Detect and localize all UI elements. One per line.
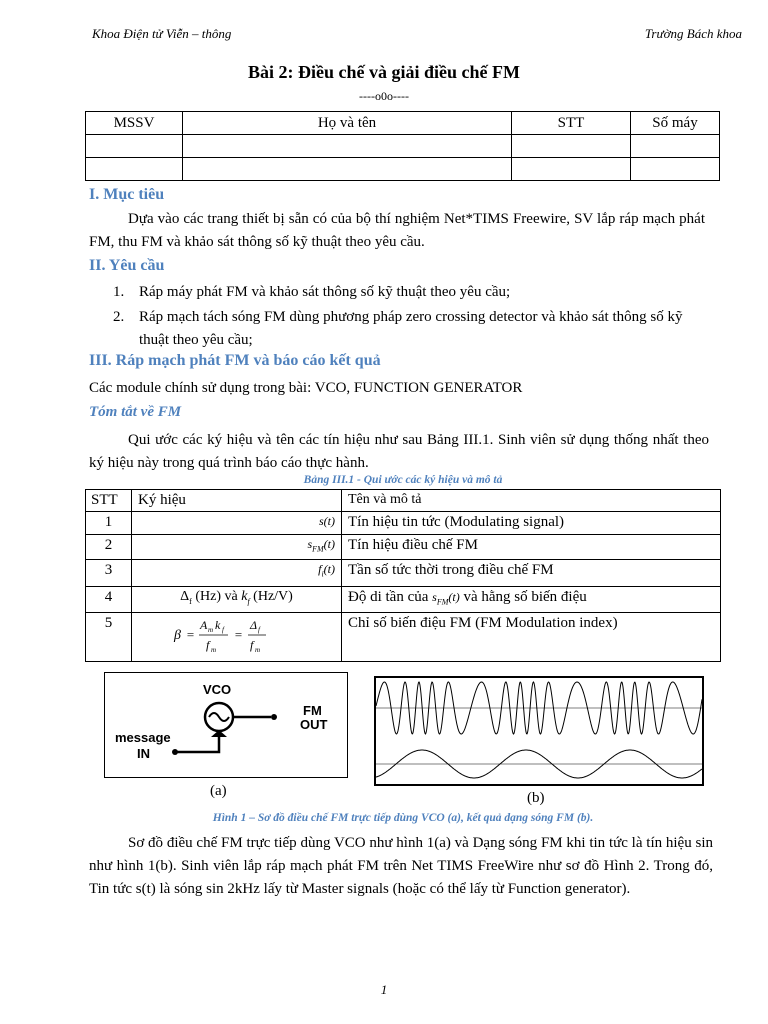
figure-caption: Hình 1 – Sơ đồ điều chế FM trực tiếp dùng VCO (a), kết quả dạng sóng FM (b). — [212, 812, 594, 824]
vco-label: VCO — [203, 682, 232, 697]
student-info-table — [85, 111, 720, 181]
row-stt: 5 — [86, 613, 132, 662]
name-cell[interactable] — [183, 158, 512, 181]
mssv-cell[interactable] — [86, 158, 183, 181]
symbol-table — [85, 489, 721, 662]
col-ky-hieu: Ký hiệu — [132, 490, 342, 512]
table-row — [86, 135, 720, 158]
req-1-text: Ráp máy phát FM và khảo sát thông số kỹ thuật theo yêu cầu; — [139, 284, 511, 300]
table-caption: Bảng III.1 - Qui ước các ký hiệu và mô tả — [303, 474, 503, 486]
row-desc: Độ di tần của $s_{FM}(t)$ và hằng số biến điệu — [342, 587, 721, 613]
section-3-heading: III. Ráp mạch phát FM và báo cáo kết quả — [89, 352, 381, 369]
message-label-2: IN — [137, 746, 150, 761]
beta-formula-svg — [172, 615, 302, 655]
symbol-delta-kf: $\Delta_f$ (Hz) và $k_f$ (Hz/V) — [132, 587, 342, 613]
table-row — [86, 158, 720, 181]
symbol-sfm-t: $s_{FM}(t)$ — [132, 535, 342, 560]
svg-text:m: m — [207, 626, 213, 634]
figure-b-label: (b) — [527, 790, 545, 806]
closing-paragraph: Sơ đồ điều chế FM trực tiếp dùng VCO như hình 1(a) và Dạng sóng FM khi tin tức là tín hiệu sin như hình 1(b). Sinh viên lắp ráp mạch phát FM trên Net TIMS FreeWire như sơ đồ Hình 2. Trong đó, Tin tức s(t) là sóng sin 2kHz lấy từ Master signals (hoặc có thể lấy từ Function generator). — [89, 835, 713, 897]
section-2-heading: II. Yêu cầu — [89, 257, 165, 274]
section-1-body: Dựa vào các trang thiết bị sẵn có của bộ thí nghiệm Net*TIMS Freewire, SV lắp ráp mạch phát FM, thu FM và khảo sát thông số kỹ thuật theo yêu cầu. — [89, 211, 705, 250]
col-ten-mo-ta: Tên và mô tả — [342, 490, 721, 512]
req-2-text: Ráp mạch tách sóng FM dùng phương pháp zero crossing detector và khảo sát thông số kỹ thuật theo yêu cầu; — [139, 309, 683, 348]
svg-text:=: = — [185, 627, 195, 642]
row-stt: 2 — [86, 535, 132, 560]
svg-text:=: = — [233, 627, 243, 642]
row-desc: Tín hiệu tin tức (Modulating signal) — [342, 512, 721, 535]
stt-cell[interactable] — [512, 135, 631, 158]
fm-out-label-1: FM — [303, 703, 322, 718]
fm-summary-heading: Tóm tắt về FM — [89, 404, 182, 420]
col-ho-ten: Họ và tên — [183, 112, 512, 135]
col-stt: STT — [512, 112, 631, 135]
name-cell[interactable] — [183, 135, 512, 158]
mssv-cell[interactable] — [86, 135, 183, 158]
page-number: 1 — [380, 982, 388, 997]
symbols-intro: Qui ước các ký hiệu và tên các tín hiệu như sau Bảng III.1. Sinh viên sử dụng thống nhất theo ký hiệu này trong quá trình báo cáo thực hành. — [89, 432, 709, 471]
waveform-svg — [376, 678, 702, 784]
page-title: Bài 2: Điều chế và giải điều chế FM — [248, 62, 520, 82]
svg-text:f: f — [257, 626, 260, 634]
header-left: Khoa Điện tử Viễn – thông — [92, 26, 232, 41]
req-1-num: 1. — [113, 284, 125, 300]
row-stt: 4 — [86, 587, 132, 613]
req-2-num: 2. — [113, 309, 125, 325]
row-stt: 1 — [86, 512, 132, 535]
figure-a-label: (a) — [210, 783, 227, 799]
symbol-s-t: s(t) — [132, 512, 342, 535]
table-row — [86, 560, 721, 587]
svg-text:f: f — [221, 626, 224, 634]
col-mssv: MSSV — [86, 112, 183, 135]
figure-b-fm-waveform — [374, 676, 704, 786]
symbol-fi-t: $f_i(t)$ — [132, 560, 342, 587]
row-desc: Chỉ số biến điệu FM (FM Modulation index) — [342, 613, 721, 662]
svg-text:β: β — [173, 628, 181, 643]
header-right: Trường Bách khoa — [644, 26, 742, 41]
message-label-1: message — [115, 730, 171, 745]
svg-text:f: f — [205, 638, 209, 652]
vco-diagram-svg — [105, 673, 347, 777]
symbol-beta-formula — [132, 613, 342, 662]
machine-cell[interactable] — [631, 135, 720, 158]
fm-out-label-2: OUT — [300, 717, 328, 732]
svg-text:f: f — [249, 638, 253, 652]
row-desc: Tín hiệu điều chế FM — [342, 535, 721, 560]
row-desc: Tần số tức thời trong điều chế FM — [342, 560, 721, 587]
col-stt: STT — [86, 490, 132, 512]
svg-text:k: k — [214, 618, 220, 632]
modules-line: Các module chính sử dụng trong bài: VCO, FUNCTION GENERATOR — [89, 380, 523, 396]
table-row — [86, 512, 721, 535]
title-ornament: ----o0o---- — [359, 89, 409, 103]
table-row — [86, 535, 721, 560]
row-stt: 3 — [86, 560, 132, 587]
table-row — [86, 587, 721, 613]
table-row — [86, 613, 721, 662]
row-desc-post: và hằng số biến điệu — [463, 589, 587, 605]
svg-text:Δ: Δ — [249, 618, 257, 632]
figure-a-vco-diagram — [104, 672, 348, 778]
col-so-may: Số máy — [631, 112, 720, 135]
svg-text:m: m — [254, 646, 260, 654]
section-1-heading: I. Mục tiêu — [89, 186, 165, 203]
stt-cell[interactable] — [512, 158, 631, 181]
svg-text:A: A — [199, 618, 207, 632]
svg-text:m: m — [210, 646, 216, 654]
machine-cell[interactable] — [631, 158, 720, 181]
row-desc-pre: Độ di tần của — [348, 589, 429, 605]
